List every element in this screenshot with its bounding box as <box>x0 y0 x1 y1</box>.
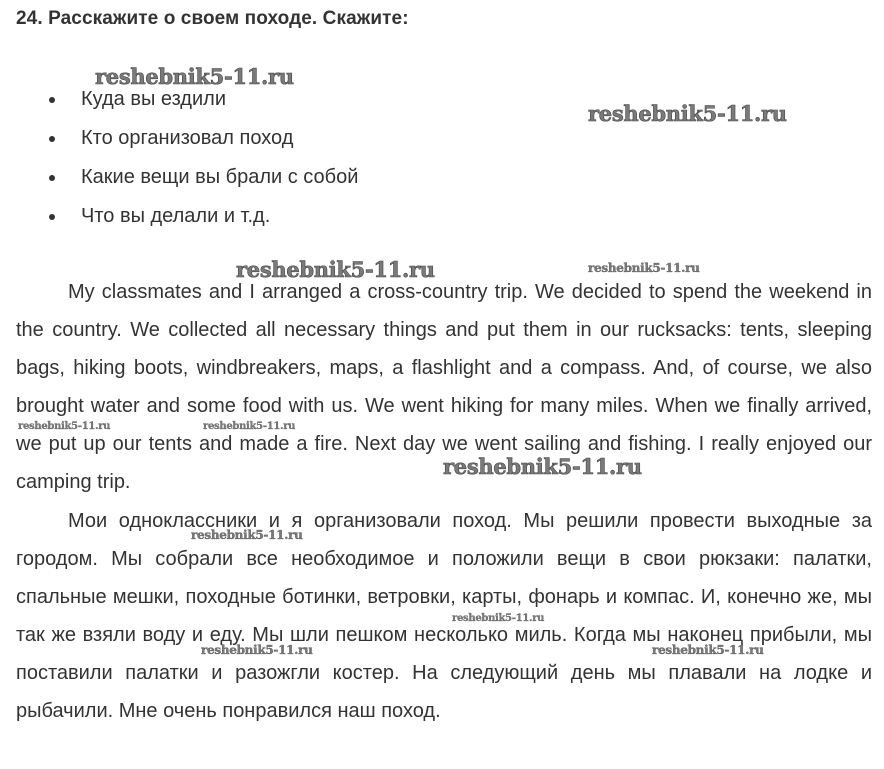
watermark-text: reshebnik5-11.ru <box>443 454 642 479</box>
watermark-text: reshebnik5-11.ru <box>652 643 764 657</box>
question-text: Что вы делали и т.д. <box>81 205 271 227</box>
watermark-text: reshebnik5-11.ru <box>191 528 303 542</box>
bullet-icon <box>49 97 55 103</box>
answer-paragraph-english: My classmates and I arranged a cross-country trip. We decided to spend the weekend in the country. We collected all necessary things and put them in our rucksacks: tents, sleeping bags, hiking boots, windbreakers, maps, a flashlight and a compass. And, of course, we also brought water and some food with us. We went hiking for many miles. When we finally arrived, we put up our tents and made a fire. Next day we went sailing and fishing. I really enjoyed our camping trip. <box>16 281 872 493</box>
watermark-text: reshebnik5-11.ru <box>201 643 313 657</box>
watermark-text: reshebnik5-11.ru <box>203 421 296 432</box>
watermark-text: reshebnik5-11.ru <box>95 64 294 89</box>
bullet-icon <box>49 175 55 181</box>
task-heading: 24. Расскажите о своем походе. Скажите: <box>16 8 409 29</box>
question-list <box>44 84 358 240</box>
question-text: Кто организовал поход <box>81 127 294 149</box>
watermark-text: reshebnik5-11.ru <box>452 613 545 624</box>
question-text: Куда вы ездили <box>81 88 226 110</box>
question-item <box>44 162 358 201</box>
watermark-text: reshebnik5-11.ru <box>588 261 700 275</box>
answer-paragraph-russian: Мои одноклассники и я организовали поход. Мы решили провести выходные за городом. Мы собрали все необходимое и положили вещи в свои рюкзаки: палатки, спальные мешки, походные ботинки, ветровки, карты, фонарь и компас. И, конечно же, мы так же взяли воду и еду. Мы шли пешком несколько миль. Когда мы наконец прибыли, мы поставили палатки и разожгли костер. На следующий день мы плавали на лодке и рыбачили. Мне очень понравился наш поход. <box>16 510 872 722</box>
watermark-text: reshebnik5-11.ru <box>588 101 787 126</box>
watermark-text: reshebnik5-11.ru <box>236 257 435 282</box>
question-item <box>44 123 358 162</box>
watermark-text: reshebnik5-11.ru <box>18 421 111 432</box>
question-text: Какие вещи вы брали с собой <box>81 166 359 188</box>
question-item <box>44 201 358 240</box>
question-item <box>44 84 358 123</box>
bullet-icon <box>49 214 55 220</box>
bullet-icon <box>49 136 55 142</box>
